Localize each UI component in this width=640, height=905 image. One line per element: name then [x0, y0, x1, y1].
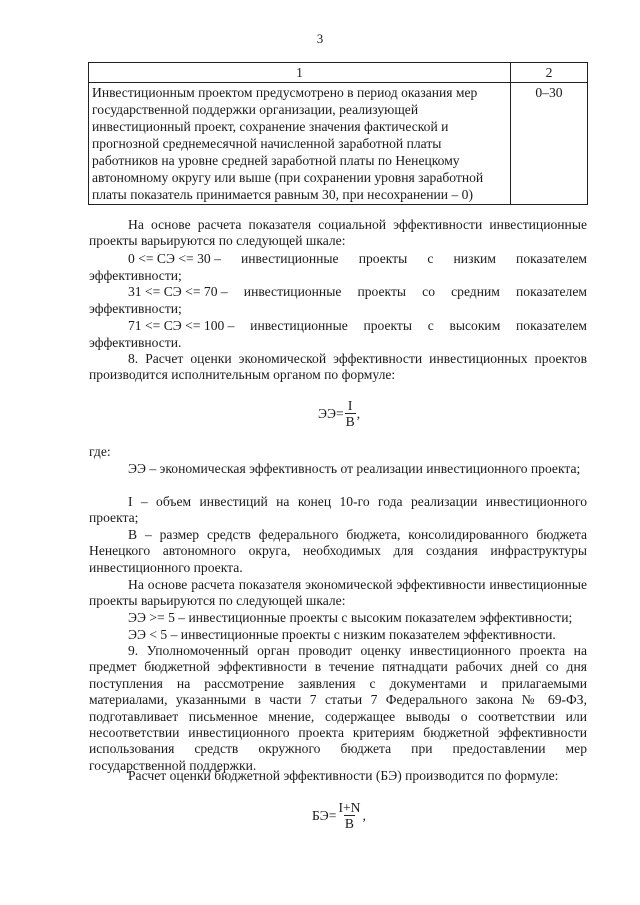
economic-scale-high: ЭЭ >= 5 – инвестиционные проекты с высоким показателем эффективности; — [128, 610, 573, 625]
table-header-row — [89, 63, 588, 83]
economic-scale-low: ЭЭ < 5 – инвестиционные проекты с низким показателем эффективности. — [128, 627, 556, 642]
definition-i: I – объем инвестиций на конец 10-го года реализации инвестиционного проекта; — [89, 494, 587, 526]
scale-low-w2: проекты — [358, 251, 408, 266]
social-scale-low — [89, 251, 587, 267]
scale-low-w1: инвестиционные — [241, 251, 339, 266]
scale-high-w4: высоким — [449, 318, 501, 333]
table-header-col1: 1 — [89, 63, 511, 83]
table-row-value: 0–30 — [511, 83, 588, 205]
scale-mid-range: 31 <= СЭ <= 70 – — [128, 284, 228, 299]
scale-mid-w1: инвестиционные — [243, 284, 342, 299]
formula-be-denominator: В — [344, 816, 354, 831]
table-row — [89, 83, 588, 205]
social-scale-low-tail: эффективности; — [89, 268, 182, 283]
budget-formula-intro: Расчет оценки бюджетной эффективности (БЭ) производится по формуле: — [128, 768, 559, 783]
point9-text: 9. Уполномоченный орган проводит оценку инвестиционного проекта на предмет бюджетной эффективности в течение пятнадцати рабочих дней со дня поступления на рассмотрение заявления с документами и прилагаемыми материалами, указанными в части 7 статьи 7 Федерального закона № 69-ФЗ, подготавливает письменное мнение, содержащее выводы о соответствии или несоответствии инвестиционного проекта критериям бюджетной эффективности использования средств окружного бюджета при предоставлении мер государственной поддержки. — [89, 643, 587, 773]
formula-ee-numerator: I — [347, 398, 353, 413]
scale-low-w4: низким — [453, 251, 496, 266]
formula-ee — [318, 398, 360, 429]
formula-be-comma: , — [362, 807, 366, 823]
definition-ee: ЭЭ – экономическая эффективность от реализации инвестиционного проекта; — [128, 461, 581, 476]
formula-be-lhs: БЭ= — [312, 807, 337, 823]
economic-scale-intro: На основе расчета показателя экономической эффективности инвестиционные проекты варьируются по следующей шкале: — [89, 577, 587, 609]
scale-low-w5: показателем — [516, 251, 587, 266]
formula-ee-lhs: ЭЭ= — [318, 405, 344, 421]
scale-low-w3: с — [427, 251, 434, 266]
formula-be-fraction — [337, 800, 361, 831]
social-scale-high — [89, 318, 587, 334]
formula-ee-denominator: В — [345, 414, 355, 429]
scale-high-w5: показателем — [516, 318, 587, 333]
social-scale-intro: На основе расчета показателя социальной эффективности инвестиционные проекты варьируются по следующей шкале: — [89, 217, 587, 249]
scale-high-w1: инвестиционные — [250, 318, 348, 333]
scale-mid-w3: со — [422, 284, 436, 299]
scale-high-w3: с — [427, 318, 434, 333]
social-scale-mid — [89, 284, 587, 300]
social-scale-high-tail: эффективности. — [89, 335, 182, 350]
scale-mid-w4: средним — [451, 284, 500, 299]
where-label: где: — [89, 444, 111, 459]
scale-high-w2: проекты — [363, 318, 413, 333]
formula-ee-comma: , — [356, 405, 361, 421]
scale-high-range: 71 <= СЭ <= 100 – — [128, 318, 235, 333]
criteria-table — [88, 62, 588, 205]
page-number: 3 — [316, 31, 324, 46]
table-row-text: Инвестиционным проектом предусмотрено в период оказания мер государственной поддержки организации, реализующей инвестиционный проект, сохранение значения фактической и прогнозной среднемесячной начисленной заработной платы работников на уровне средней заработной платы по Ненецкому автономному округу или выше (при сохранении уровня заработной платы показатель принимается равным 30, при несохранении – 0) — [89, 83, 511, 205]
social-scale-mid-tail: эффективности; — [89, 301, 182, 316]
table-header-col2: 2 — [511, 63, 588, 83]
definition-b: В – размер средств федерального бюджета, консолидированного бюджета Ненецкого автономного округа, необходимых для создания инфраструктуры инвестиционного проекта. — [89, 527, 587, 575]
scale-mid-w2: проекты — [357, 284, 407, 299]
formula-ee-fraction — [345, 398, 356, 429]
formula-be — [312, 800, 366, 831]
formula-be-numerator: I+N — [338, 800, 361, 815]
scale-mid-w5: показателем — [516, 284, 587, 299]
point8-text: 8. Расчет оценки экономической эффективности инвестиционных проектов производится исполнительным органом по формуле: — [89, 351, 587, 383]
scale-low-range: 0 <= СЭ <= 30 – — [128, 251, 221, 266]
